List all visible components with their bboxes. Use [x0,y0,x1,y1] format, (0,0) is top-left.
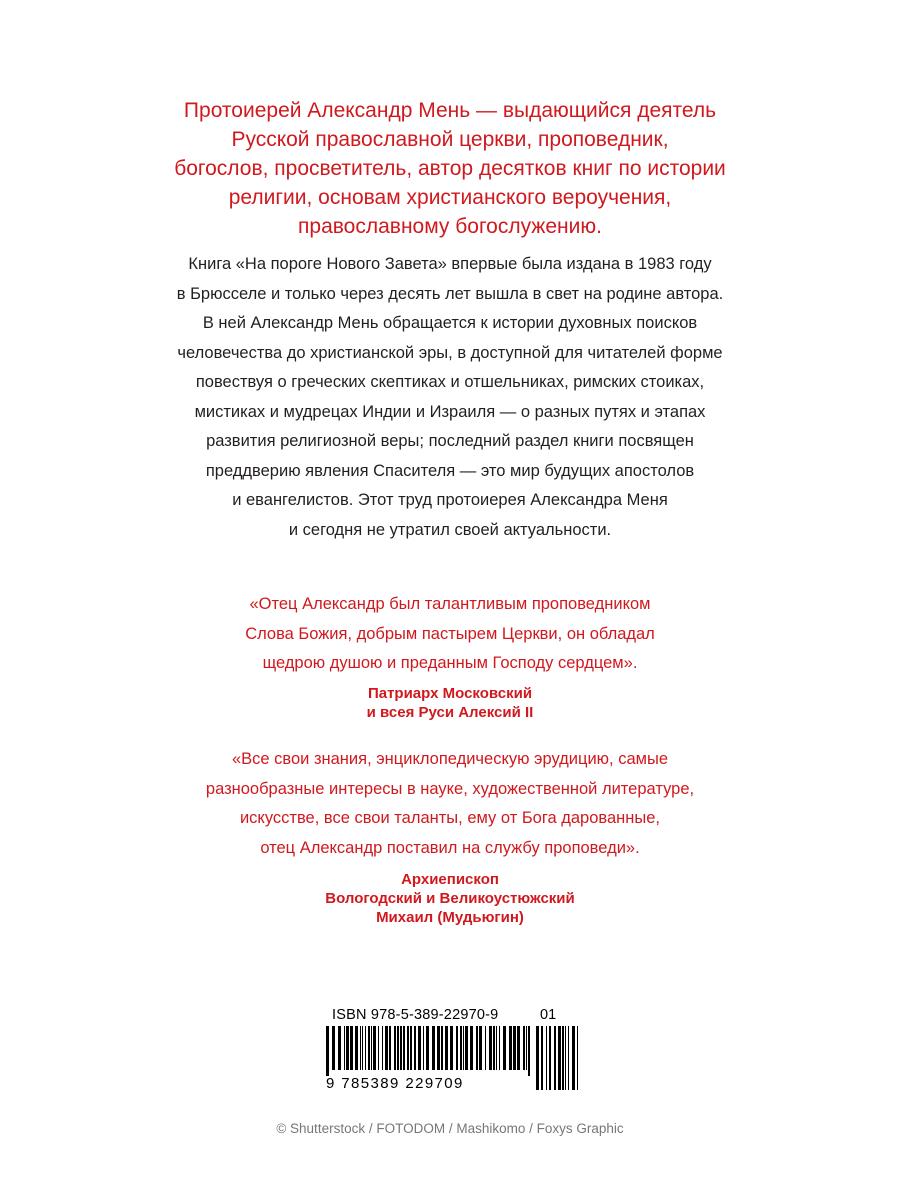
barcode-bar [450,1026,453,1070]
barcode-bar [385,1026,388,1070]
barcode-bar [513,1026,516,1070]
barcode-bar [470,1026,473,1070]
barcode-bar [373,1026,376,1070]
author-line: Михаил (Мудьюгин) [376,909,524,926]
barcode-bar [400,1026,402,1070]
body-line: человечества до христианской эры, в доступной для читателей форме [177,343,723,362]
barcode-bar [456,1026,458,1070]
quote-line: искусстве, все свои таланты, ему от Бога дарованные, [239,809,661,827]
barcode-bar [326,1026,329,1076]
barcode-bar [441,1026,443,1070]
quote-patriarch [150,590,750,679]
barcode-bar [378,1026,379,1070]
barcode-bar [572,1026,575,1090]
barcode-bar [485,1026,486,1070]
author-line: Архиепископ [401,871,499,888]
barcode-bar [338,1026,341,1070]
body-line: Книга «На пороге Нового Завета» впервые была издана в 1983 году [188,255,712,273]
barcode-bar [368,1026,370,1070]
barcode-bar [554,1026,556,1090]
barcode-bar [445,1026,448,1070]
barcode-addon-code: 01 [540,1007,557,1023]
lead-paragraph [140,96,760,241]
barcode-bar [346,1026,349,1070]
barcode-bar [549,1026,551,1090]
barcode-bar [493,1026,495,1070]
barcode-bar [432,1026,435,1070]
quote-author-patriarch [150,684,750,722]
barcode-bar [350,1026,353,1070]
quote-author-archbishop [150,870,750,927]
barcode-bar [536,1026,539,1090]
lead-line: богослов, просветитель, автор десятков книг по истории [174,157,726,180]
body-line: В ней Александр Мень обращается к истории духовных поисков [202,314,698,332]
barcode-bar [528,1026,530,1076]
barcode-bar [355,1026,358,1070]
barcode-bar [389,1026,391,1070]
barcode-bar [496,1026,497,1070]
barcode-bar [558,1026,561,1090]
lead-line: религии, основам христианского вероучения, [228,186,672,209]
barcode-bar [365,1026,366,1070]
barcode-bar [499,1026,500,1070]
barcode-bar [460,1026,462,1070]
barcode-bar [371,1026,372,1070]
quote-line: Слова Божия, добрым пастырем Церкви, он обладал [245,624,655,643]
author-line: и всея Руси Алексий II [366,704,534,721]
barcode-bar [414,1026,416,1070]
barcode-bar [344,1026,345,1070]
body-line: развития религиозной веры; последний раздел книги посвящен [206,432,694,450]
barcode-bar [526,1026,527,1070]
barcode-bar [426,1026,429,1070]
quote-line: отец Александр поставил на службу проповеди». [260,838,640,857]
description-paragraph [120,250,780,545]
barcode-bar [397,1026,399,1070]
barcode-bars-main [326,1026,532,1076]
body-line: мистиках и мудрецах Индии и Израиля — о разных путях и этапах [194,402,706,421]
barcode-bar [565,1026,566,1090]
isbn-label: ISBN 978-5-389-22970-9 [332,1007,499,1023]
barcode-bar [465,1026,468,1070]
barcode-bar [476,1026,478,1070]
body-line: и евангелистов. Этот труд протоиерея Александра Меня [232,491,668,509]
quote-line: «Отец Александр был талантливым проповедником [249,595,651,613]
body-line: и сегодня не утратил своей актуальности. [288,520,612,539]
quote-line: «Все свои знания, энциклопедическую эрудицию, самые [231,750,669,768]
body-line: в Брюсселе и только через десять лет вышла в свет на родине автора. [176,284,724,303]
barcode-bar [523,1026,525,1070]
barcode-bar [546,1026,547,1090]
barcode-bar [509,1026,512,1070]
author-line: Вологодский и Великоустюжский [325,890,575,907]
barcode-bar [360,1026,361,1070]
barcode-bar [517,1026,520,1070]
barcode-bar [403,1026,405,1070]
quote-archbishop [150,745,750,863]
barcode-digits: 9 785389 229709 [326,1075,464,1092]
barcode-bar [541,1026,543,1090]
quote-line: щедрою душою и преданным Господу сердцем». [262,654,638,672]
barcode-bar [479,1026,482,1070]
barcode-bar [362,1026,363,1070]
barcode-bar [394,1026,396,1070]
barcode-bar [332,1026,335,1070]
barcode-bar [382,1026,383,1070]
barcode-bar [410,1026,412,1070]
lead-line: православному богослужению. [298,215,602,238]
author-line: Патриарх Московский [367,685,533,702]
lead-line: Протоиерей Александр Мень — выдающийся деятель [183,99,717,122]
quote-line: разнообразные интересы в науке, художественной литературе, [205,779,695,798]
body-line: повествуя о греческих скептиках и отшельниках, римских стоиках, [195,373,705,391]
barcode-bar [418,1026,421,1070]
barcode-bars-addon [536,1026,582,1090]
image-credit: © Shutterstock / FOTODOM / Mashikomo / Foxys Graphic [276,1121,624,1136]
barcode-bar [568,1026,569,1090]
barcode-bar [489,1026,492,1070]
barcode-bar [463,1026,464,1070]
body-line: преддверию явления Спасителя — это мир будущих апостолов [205,461,695,480]
barcode-bar [503,1026,506,1070]
barcode-bar [437,1026,440,1070]
barcode-bar [407,1026,409,1070]
barcode-bar [577,1026,578,1090]
barcode-bar [423,1026,424,1070]
lead-line: Русской православной церкви, проповедник, [231,128,669,151]
isbn-barcode [322,998,584,1096]
barcode-bar [562,1026,564,1090]
